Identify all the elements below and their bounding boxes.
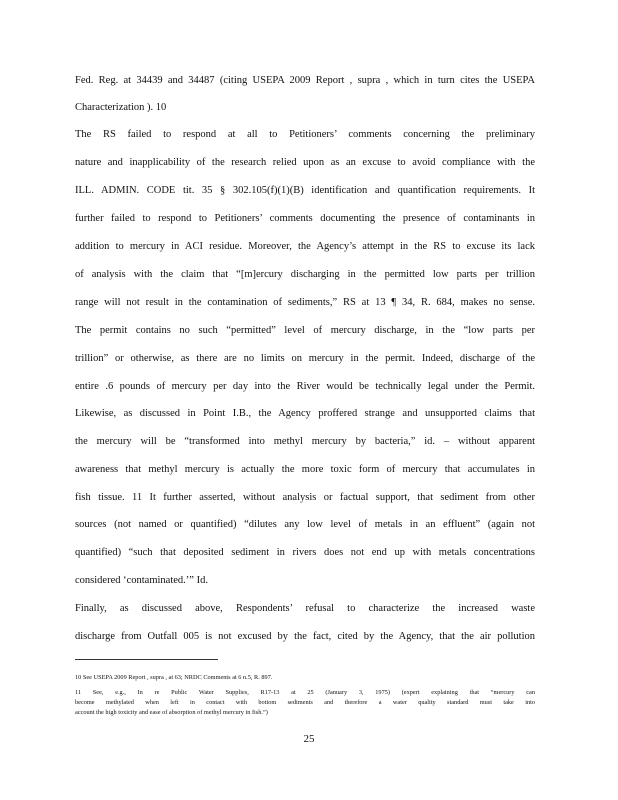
body-line-8: of analysis with the claim that “[m]ercury discharging in the permitted low parts per trillion <box>75 269 535 280</box>
body-line-20: Finally, as discussed above, Respondents’ refusal to characterize the increased waste <box>75 603 535 614</box>
body-line-13: Likewise, as discussed in Point I.B., the Agency proffered strange and unsupported claims that <box>75 408 535 419</box>
body-line-5: ILL. ADMIN. CODE tit. 35 § 302.105(f)(1)(B) identification and quantification requirements. It <box>75 185 535 196</box>
body-line-14: the mercury will be “transformed into methyl mercury by bacteria,” id. – without apparent <box>75 436 535 447</box>
body-line-9: range will not result in the contamination of sediments,” RS at 13 ¶ 34, R. 684, makes no sense. <box>75 297 535 308</box>
body-line-18: quantified) “such that deposited sediment in rivers does not end up with metals concentrations <box>75 547 535 558</box>
footnote-11-line-1: 11 See, e.g., In re Public Water Supplies, R17-13 at 25 (January 3, 1975) (expert explaining that “mercury can <box>75 689 535 696</box>
body-line-2: Characterization ). 10 <box>75 102 167 113</box>
footnote-10: 10 See USEPA 2009 Report , supra , at 63; NRDC Comments at 6 n.5, R. 897. <box>75 674 273 681</box>
body-line-19: considered ‘contaminated.’” Id. <box>75 575 208 586</box>
page-number: 25 <box>303 733 315 745</box>
body-line-17: sources (not named or quantified) “dilutes any low level of metals in an effluent” (again not <box>75 519 535 530</box>
body-line-4: nature and inapplicability of the research relied upon as an excuse to avoid compliance with the <box>75 157 535 168</box>
body-line-7: addition to mercury in ACI residue. Moreover, the Agency’s attempt in the RS to excuse its lack <box>75 241 535 252</box>
body-line-16: fish tissue. 11 It further asserted, without analysis or factual support, that sediment from other <box>75 492 535 503</box>
body-line-1: Fed. Reg. at 34439 and 34487 (citing USEPA 2009 Report , supra , which in turn cites the USEPA <box>75 75 535 86</box>
footnote-11-line-2: become methylated when left in contact with bottom sediments and therefore a water quality standard must take into <box>75 699 535 706</box>
body-line-11: trillion” or otherwise, as there are no limits on mercury in the permit. Indeed, discharge of the <box>75 353 535 364</box>
footnote-separator <box>75 659 218 660</box>
body-line-10: The permit contains no such “permitted” level of mercury discharge, in the “low parts per <box>75 325 535 336</box>
body-line-3: The RS failed to respond at all to Petitioners’ comments concerning the preliminary <box>75 129 535 140</box>
body-line-12: entire .6 pounds of mercury per day into the River would be technically legal under the Permit. <box>75 381 535 392</box>
body-line-21: discharge from Outfall 005 is not excused by the fact, cited by the Agency, that the air pollution <box>75 631 535 642</box>
body-line-6: further failed to respond to Petitioners’ comments documenting the presence of contaminants in <box>75 213 535 224</box>
body-line-15: awareness that methyl mercury is actually the more toxic form of mercury that accumulates in <box>75 464 535 475</box>
footnote-11-line-3: account the high toxicity and ease of absorption of methyl mercury in fish.”) <box>75 709 268 716</box>
